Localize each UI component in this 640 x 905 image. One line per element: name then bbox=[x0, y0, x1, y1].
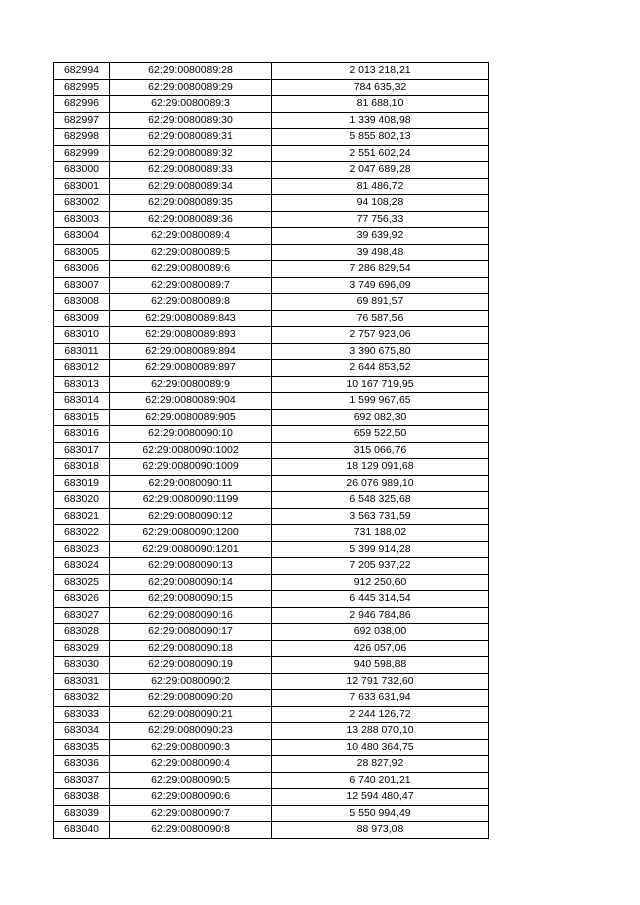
row-id-cell: 683026 bbox=[54, 591, 110, 608]
value-cell: 10 167 719,95 bbox=[272, 376, 489, 393]
value-cell: 912 250,60 bbox=[272, 574, 489, 591]
value-cell: 88 973,08 bbox=[272, 822, 489, 839]
row-id-cell: 683018 bbox=[54, 459, 110, 476]
cadastral-number-cell: 62:29:0080090:1200 bbox=[110, 525, 272, 542]
value-cell: 3 563 731,59 bbox=[272, 508, 489, 525]
table-row bbox=[54, 624, 489, 641]
row-id-cell: 683014 bbox=[54, 393, 110, 410]
table-row bbox=[54, 706, 489, 723]
table-row bbox=[54, 459, 489, 476]
value-cell: 3 390 675,80 bbox=[272, 343, 489, 360]
cadastral-number-cell: 62:29:0080090:1201 bbox=[110, 541, 272, 558]
table-row bbox=[54, 310, 489, 327]
cadastral-number-cell: 62:29:0080090:12 bbox=[110, 508, 272, 525]
row-id-cell: 682997 bbox=[54, 112, 110, 129]
table-row bbox=[54, 294, 489, 311]
table-row bbox=[54, 591, 489, 608]
row-id-cell: 683037 bbox=[54, 772, 110, 789]
row-id-cell: 683012 bbox=[54, 360, 110, 377]
table-row bbox=[54, 393, 489, 410]
value-cell: 76 587,56 bbox=[272, 310, 489, 327]
cadastral-number-cell: 62:29:0080090:3 bbox=[110, 739, 272, 756]
row-id-cell: 683032 bbox=[54, 690, 110, 707]
row-id-cell: 683022 bbox=[54, 525, 110, 542]
cadastral-number-cell: 62:29:0080089:28 bbox=[110, 63, 272, 80]
value-cell: 6 445 314,54 bbox=[272, 591, 489, 608]
value-cell: 315 066,76 bbox=[272, 442, 489, 459]
table-row bbox=[54, 79, 489, 96]
row-id-cell: 683030 bbox=[54, 657, 110, 674]
table-row bbox=[54, 574, 489, 591]
value-cell: 6 740 201,21 bbox=[272, 772, 489, 789]
value-cell: 12 594 480,47 bbox=[272, 789, 489, 806]
row-id-cell: 683027 bbox=[54, 607, 110, 624]
cadastral-number-cell: 62:29:0080090:15 bbox=[110, 591, 272, 608]
row-id-cell: 682996 bbox=[54, 96, 110, 113]
table-row bbox=[54, 525, 489, 542]
row-id-cell: 683009 bbox=[54, 310, 110, 327]
cadastral-number-cell: 62:29:0080090:4 bbox=[110, 756, 272, 773]
row-id-cell: 683025 bbox=[54, 574, 110, 591]
row-id-cell: 683015 bbox=[54, 409, 110, 426]
table-row bbox=[54, 805, 489, 822]
table-row bbox=[54, 607, 489, 624]
cadastral-number-cell: 62:29:0080090:13 bbox=[110, 558, 272, 575]
table-row bbox=[54, 228, 489, 245]
value-cell: 94 108,28 bbox=[272, 195, 489, 212]
value-cell: 2 946 784,86 bbox=[272, 607, 489, 624]
cadastral-number-cell: 62:29:0080089:6 bbox=[110, 261, 272, 278]
cadastral-number-cell: 62:29:0080090:6 bbox=[110, 789, 272, 806]
table-row bbox=[54, 475, 489, 492]
table-row bbox=[54, 112, 489, 129]
row-id-cell: 683031 bbox=[54, 673, 110, 690]
table-row bbox=[54, 360, 489, 377]
cadastral-number-cell: 62:29:0080090:1199 bbox=[110, 492, 272, 509]
row-id-cell: 683039 bbox=[54, 805, 110, 822]
table-row bbox=[54, 145, 489, 162]
table-row bbox=[54, 442, 489, 459]
table-row bbox=[54, 756, 489, 773]
row-id-cell: 683013 bbox=[54, 376, 110, 393]
row-id-cell: 683036 bbox=[54, 756, 110, 773]
row-id-cell: 683007 bbox=[54, 277, 110, 294]
cadastral-number-cell: 62:29:0080090:14 bbox=[110, 574, 272, 591]
row-id-cell: 683002 bbox=[54, 195, 110, 212]
cadastral-number-cell: 62:29:0080089:33 bbox=[110, 162, 272, 179]
value-cell: 39 498,48 bbox=[272, 244, 489, 261]
value-cell: 26 076 989,10 bbox=[272, 475, 489, 492]
table-row bbox=[54, 376, 489, 393]
row-id-cell: 683035 bbox=[54, 739, 110, 756]
value-cell: 2 551 602,24 bbox=[272, 145, 489, 162]
row-id-cell: 683038 bbox=[54, 789, 110, 806]
value-cell: 692 038,00 bbox=[272, 624, 489, 641]
table-row bbox=[54, 508, 489, 525]
cadastral-number-cell: 62:29:0080089:893 bbox=[110, 327, 272, 344]
row-id-cell: 683029 bbox=[54, 640, 110, 657]
table-row bbox=[54, 96, 489, 113]
table-row bbox=[54, 789, 489, 806]
cadastral-number-cell: 62:29:0080089:34 bbox=[110, 178, 272, 195]
row-id-cell: 683005 bbox=[54, 244, 110, 261]
cadastral-number-cell: 62:29:0080089:31 bbox=[110, 129, 272, 146]
row-id-cell: 683000 bbox=[54, 162, 110, 179]
row-id-cell: 683003 bbox=[54, 211, 110, 228]
cadastral-number-cell: 62:29:0080089:894 bbox=[110, 343, 272, 360]
table-row bbox=[54, 657, 489, 674]
row-id-cell: 683024 bbox=[54, 558, 110, 575]
value-cell: 2 644 853,52 bbox=[272, 360, 489, 377]
table-row bbox=[54, 723, 489, 740]
row-id-cell: 683011 bbox=[54, 343, 110, 360]
cadastral-number-cell: 62:29:0080090:18 bbox=[110, 640, 272, 657]
row-id-cell: 683034 bbox=[54, 723, 110, 740]
data-table bbox=[53, 62, 489, 839]
cadastral-number-cell: 62:29:0080090:23 bbox=[110, 723, 272, 740]
cadastral-number-cell: 62:29:0080089:29 bbox=[110, 79, 272, 96]
value-cell: 1 599 967,65 bbox=[272, 393, 489, 410]
value-cell: 2 047 689,28 bbox=[272, 162, 489, 179]
row-id-cell: 683028 bbox=[54, 624, 110, 641]
cadastral-number-cell: 62:29:0080090:10 bbox=[110, 426, 272, 443]
cadastral-number-cell: 62:29:0080090:1009 bbox=[110, 459, 272, 476]
value-cell: 28 827,92 bbox=[272, 756, 489, 773]
row-id-cell: 683023 bbox=[54, 541, 110, 558]
cadastral-number-cell: 62:29:0080090:17 bbox=[110, 624, 272, 641]
value-cell: 7 205 937,22 bbox=[272, 558, 489, 575]
value-cell: 3 749 696,09 bbox=[272, 277, 489, 294]
value-cell: 5 855 802,13 bbox=[272, 129, 489, 146]
row-id-cell: 682998 bbox=[54, 129, 110, 146]
cadastral-number-cell: 62:29:0080089:36 bbox=[110, 211, 272, 228]
table-row bbox=[54, 426, 489, 443]
table-row bbox=[54, 739, 489, 756]
value-cell: 69 891,57 bbox=[272, 294, 489, 311]
value-cell: 426 057,06 bbox=[272, 640, 489, 657]
cadastral-number-cell: 62:29:0080090:8 bbox=[110, 822, 272, 839]
table-row bbox=[54, 129, 489, 146]
cadastral-number-cell: 62:29:0080090:16 bbox=[110, 607, 272, 624]
table-row bbox=[54, 541, 489, 558]
value-cell: 659 522,50 bbox=[272, 426, 489, 443]
value-cell: 2 244 126,72 bbox=[272, 706, 489, 723]
cadastral-number-cell: 62:29:0080089:5 bbox=[110, 244, 272, 261]
row-id-cell: 682995 bbox=[54, 79, 110, 96]
table-row bbox=[54, 343, 489, 360]
table-row bbox=[54, 409, 489, 426]
cadastral-number-cell: 62:29:0080089:843 bbox=[110, 310, 272, 327]
value-cell: 81 486,72 bbox=[272, 178, 489, 195]
value-cell: 784 635,32 bbox=[272, 79, 489, 96]
cadastral-number-cell: 62:29:0080089:32 bbox=[110, 145, 272, 162]
cadastral-number-cell: 62:29:0080089:3 bbox=[110, 96, 272, 113]
table-row bbox=[54, 640, 489, 657]
table-row bbox=[54, 492, 489, 509]
value-cell: 2 013 218,21 bbox=[272, 63, 489, 80]
cadastral-number-cell: 62:29:0080089:35 bbox=[110, 195, 272, 212]
table-row bbox=[54, 558, 489, 575]
table-row bbox=[54, 244, 489, 261]
cadastral-number-cell: 62:29:0080089:4 bbox=[110, 228, 272, 245]
cadastral-number-cell: 62:29:0080089:7 bbox=[110, 277, 272, 294]
row-id-cell: 683006 bbox=[54, 261, 110, 278]
cadastral-number-cell: 62:29:0080090:1002 bbox=[110, 442, 272, 459]
row-id-cell: 683001 bbox=[54, 178, 110, 195]
table-row bbox=[54, 162, 489, 179]
row-id-cell: 683010 bbox=[54, 327, 110, 344]
table-row bbox=[54, 277, 489, 294]
value-cell: 5 550 994,49 bbox=[272, 805, 489, 822]
cadastral-number-cell: 62:29:0080089:904 bbox=[110, 393, 272, 410]
table-row bbox=[54, 327, 489, 344]
table-row bbox=[54, 673, 489, 690]
value-cell: 13 288 070,10 bbox=[272, 723, 489, 740]
cadastral-number-cell: 62:29:0080090:5 bbox=[110, 772, 272, 789]
row-id-cell: 683040 bbox=[54, 822, 110, 839]
value-cell: 1 339 408,98 bbox=[272, 112, 489, 129]
table-row bbox=[54, 63, 489, 80]
row-id-cell: 683016 bbox=[54, 426, 110, 443]
value-cell: 7 633 631,94 bbox=[272, 690, 489, 707]
cadastral-number-cell: 62:29:0080090:19 bbox=[110, 657, 272, 674]
value-cell: 6 548 325,68 bbox=[272, 492, 489, 509]
cadastral-number-cell: 62:29:0080090:7 bbox=[110, 805, 272, 822]
row-id-cell: 682999 bbox=[54, 145, 110, 162]
value-cell: 7 286 829,54 bbox=[272, 261, 489, 278]
value-cell: 692 082,30 bbox=[272, 409, 489, 426]
value-cell: 12 791 732,60 bbox=[272, 673, 489, 690]
value-cell: 10 480 364,75 bbox=[272, 739, 489, 756]
row-id-cell: 682994 bbox=[54, 63, 110, 80]
table-body bbox=[54, 63, 489, 839]
row-id-cell: 683008 bbox=[54, 294, 110, 311]
table-row bbox=[54, 178, 489, 195]
table-row bbox=[54, 772, 489, 789]
cadastral-number-cell: 62:29:0080089:897 bbox=[110, 360, 272, 377]
value-cell: 18 129 091,68 bbox=[272, 459, 489, 476]
value-cell: 39 639,92 bbox=[272, 228, 489, 245]
cadastral-number-cell: 62:29:0080090:20 bbox=[110, 690, 272, 707]
row-id-cell: 683019 bbox=[54, 475, 110, 492]
cadastral-number-cell: 62:29:0080090:2 bbox=[110, 673, 272, 690]
value-cell: 5 399 914,28 bbox=[272, 541, 489, 558]
table-row bbox=[54, 690, 489, 707]
value-cell: 940 598,88 bbox=[272, 657, 489, 674]
value-cell: 77 756,33 bbox=[272, 211, 489, 228]
cadastral-number-cell: 62:29:0080089:8 bbox=[110, 294, 272, 311]
row-id-cell: 683017 bbox=[54, 442, 110, 459]
cadastral-number-cell: 62:29:0080090:11 bbox=[110, 475, 272, 492]
cadastral-number-cell: 62:29:0080089:905 bbox=[110, 409, 272, 426]
row-id-cell: 683020 bbox=[54, 492, 110, 509]
cadastral-number-cell: 62:29:0080089:9 bbox=[110, 376, 272, 393]
cadastral-number-cell: 62:29:0080090:21 bbox=[110, 706, 272, 723]
row-id-cell: 683004 bbox=[54, 228, 110, 245]
value-cell: 731 188,02 bbox=[272, 525, 489, 542]
row-id-cell: 683021 bbox=[54, 508, 110, 525]
table-row bbox=[54, 195, 489, 212]
value-cell: 2 757 923,06 bbox=[272, 327, 489, 344]
cadastral-number-cell: 62:29:0080089:30 bbox=[110, 112, 272, 129]
value-cell: 81 688,10 bbox=[272, 96, 489, 113]
table-row bbox=[54, 211, 489, 228]
table-row bbox=[54, 261, 489, 278]
row-id-cell: 683033 bbox=[54, 706, 110, 723]
table-row bbox=[54, 822, 489, 839]
